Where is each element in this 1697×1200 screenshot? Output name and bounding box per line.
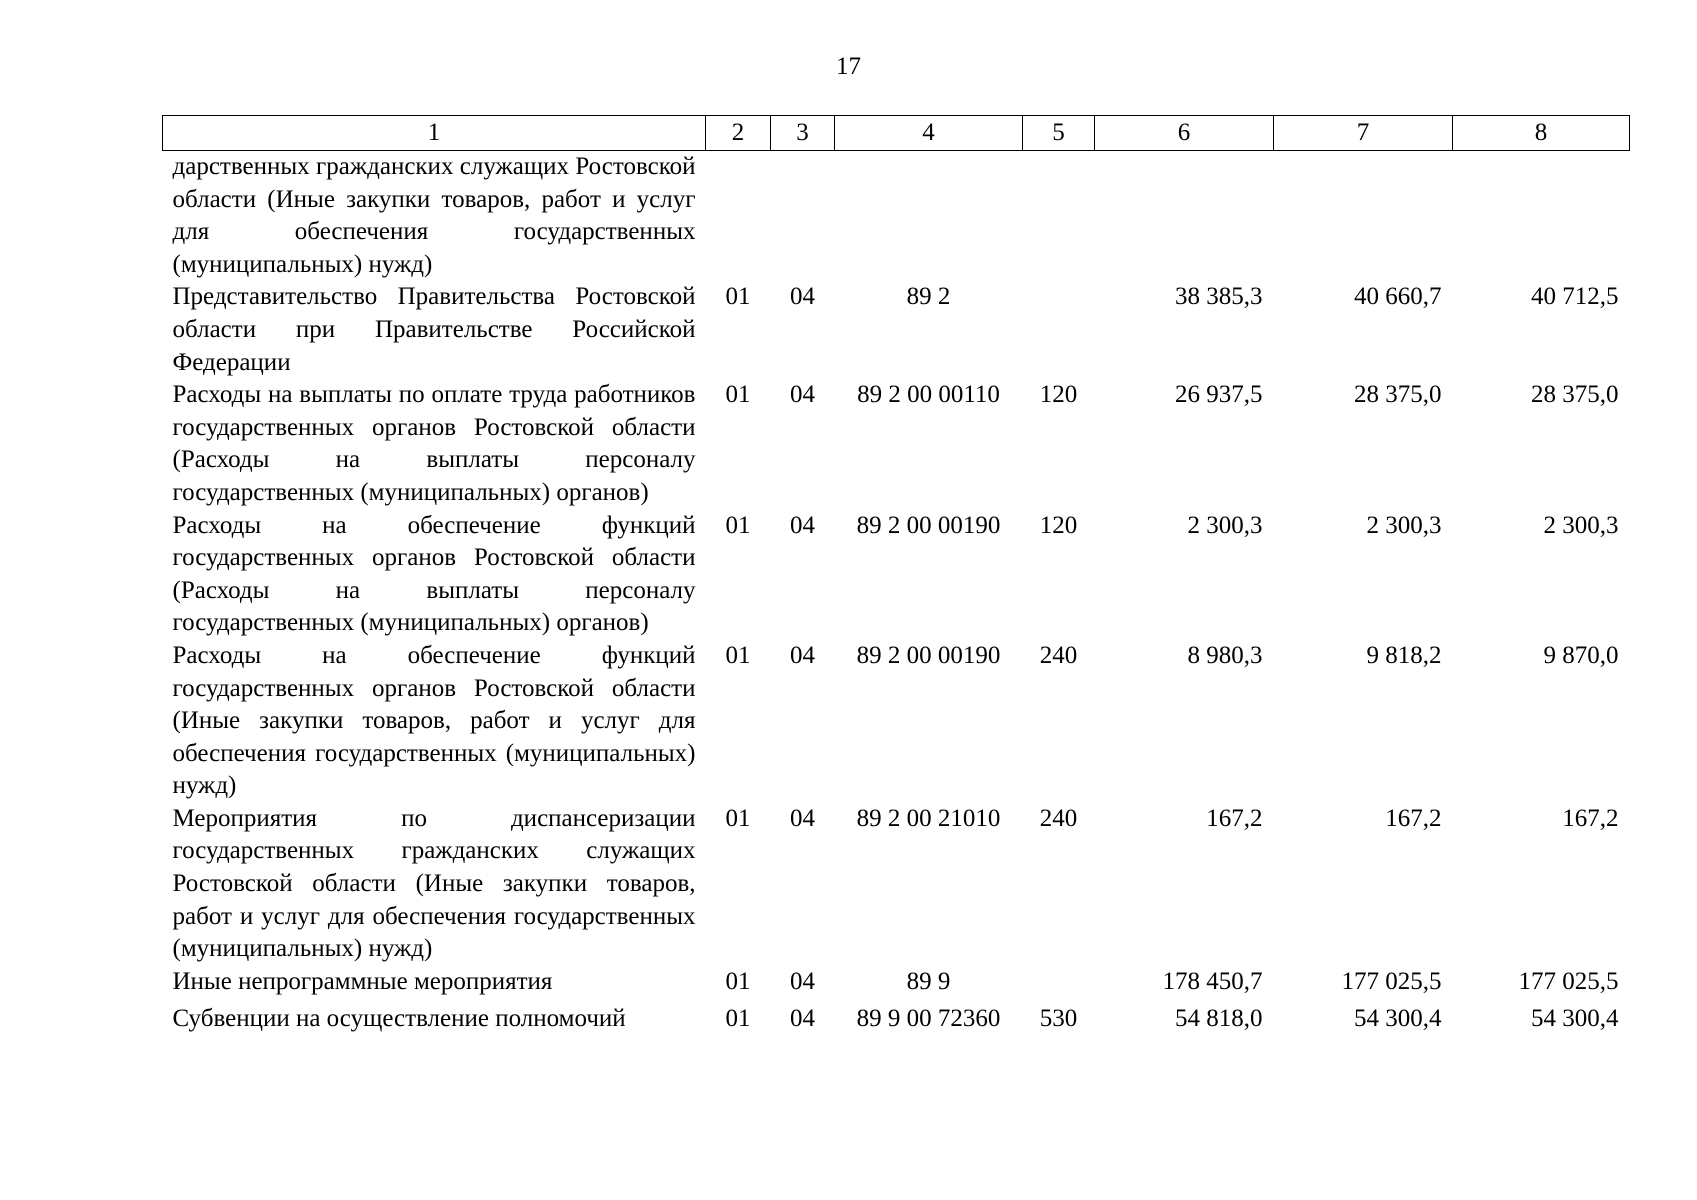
row-expense-type <box>1023 151 1095 282</box>
row-amount-col8 <box>1453 151 1630 282</box>
row-amount-col7: 40 660,7 <box>1354 283 1442 311</box>
row-amount-col8: 2 300,3 <box>1543 511 1619 539</box>
table-row <box>163 281 1630 379</box>
row-amount-col7: 2 300,3 <box>1366 511 1442 539</box>
header-row <box>163 116 1630 151</box>
table-row <box>163 510 1630 640</box>
row-section: 01 <box>725 283 751 311</box>
row-target-code <box>835 151 1023 282</box>
row-section: 01 <box>725 1005 751 1033</box>
header-col-7: 7 <box>1274 116 1453 151</box>
header-col-2: 2 <box>706 116 771 151</box>
row-amount-col7 <box>1274 151 1453 282</box>
row-amount-col6: 26 937,5 <box>1175 381 1263 409</box>
row-section: 01 <box>725 641 751 669</box>
row-expense-type <box>1023 966 1095 999</box>
row-amount-col7: 177 025,5 <box>1341 967 1442 995</box>
header-col-5: 5 <box>1023 116 1095 151</box>
header-col-4: 4 <box>835 116 1023 151</box>
row-amount-col7: 28 375,0 <box>1354 381 1442 409</box>
row-target-code: 89 9 00 72360 <box>856 1005 1001 1033</box>
row-amount-col8: 177 025,5 <box>1518 967 1619 995</box>
header-col-1: 1 <box>163 116 706 151</box>
row-amount-col6: 38 385,3 <box>1175 283 1263 311</box>
row-expense-type: 120 <box>1039 381 1078 409</box>
row-amount-col6: 54 818,0 <box>1175 1005 1263 1033</box>
row-expense-type: 240 <box>1039 804 1078 832</box>
row-section: 01 <box>725 511 751 539</box>
row-amount-col8: 54 300,4 <box>1531 1005 1619 1033</box>
header-col-8: 8 <box>1453 116 1630 151</box>
row-subsection: 04 <box>790 1005 815 1033</box>
row-section <box>706 151 771 282</box>
row-description: Расходы на выплаты по оплате труда работников государственных органов Ростовской области (Расходы на выплаты персоналу государственных (муниципальных) органов) <box>172 381 696 506</box>
row-description: Субвенции на осуществление полномочий <box>172 1005 626 1033</box>
table-row <box>163 998 1630 1036</box>
table-row <box>163 803 1630 966</box>
row-subsection: 04 <box>790 381 815 409</box>
row-description: Расходы на обеспечение функций государственных органов Ростовской области (Иные закупки товаров, работ и услуг для обеспечения государственных (муниципальных) нужд) <box>172 641 696 800</box>
row-amount-col6: 2 300,3 <box>1187 511 1263 539</box>
row-target-code: 89 2 00 00110 <box>857 381 1000 409</box>
row-section: 01 <box>725 381 751 409</box>
table-row <box>163 379 1630 509</box>
row-section: 01 <box>725 804 751 832</box>
row-expense-type: 240 <box>1039 641 1078 669</box>
row-description: Иные непрограммные мероприятия <box>172 967 553 995</box>
row-amount-col6: 178 450,7 <box>1162 967 1263 995</box>
row-description: Представительство Правительства Ростовской области при Правительстве Российской Федерации <box>172 283 696 376</box>
row-description: Расходы на обеспечение функций государственных органов Ростовской области (Расходы на выплаты персоналу государственных (муниципальных) органов) <box>172 511 696 637</box>
row-amount-col8: 28 375,0 <box>1531 381 1619 409</box>
header-col-3: 3 <box>771 116 835 151</box>
row-target-code: 89 2 00 00190 <box>856 511 1001 539</box>
table-body <box>163 151 1630 1037</box>
row-amount-col6: 8 980,3 <box>1187 641 1263 669</box>
row-expense-type: 120 <box>1039 511 1078 539</box>
row-target-code: 89 9 <box>906 967 951 995</box>
row-description: дарственных гражданских служащих Ростовской области (Иные закупки товаров, работ и услуг для обеспечения государственных (муниципальных) нужд) <box>172 153 696 278</box>
row-subsection: 04 <box>790 804 815 832</box>
row-amount-col8: 9 870,0 <box>1543 641 1619 669</box>
table-row <box>163 640 1630 803</box>
row-target-code: 89 2 00 21010 <box>856 804 1001 832</box>
row-subsection: 04 <box>790 967 815 995</box>
row-description: Мероприятия по диспансеризации государственных гражданских служащих Ростовской области (Иные закупки товаров, работ и услуг для обеспечения государственных (муниципальных) нужд) <box>172 804 696 963</box>
budget-table <box>162 115 1630 1036</box>
page-number: 17 <box>836 53 861 80</box>
row-target-code: 89 2 <box>906 283 951 311</box>
row-amount-col7: 167,2 <box>1385 804 1442 832</box>
row-subsection: 04 <box>790 641 815 669</box>
row-amount-col7: 54 300,4 <box>1354 1005 1442 1033</box>
row-expense-type: 530 <box>1039 1005 1078 1033</box>
row-subsection: 04 <box>790 511 815 539</box>
row-amount-col8: 167,2 <box>1562 804 1619 832</box>
row-amount-col8: 40 712,5 <box>1531 283 1619 311</box>
table-header <box>163 116 1630 151</box>
header-col-6: 6 <box>1095 116 1274 151</box>
row-target-code: 89 2 00 00190 <box>856 641 1001 669</box>
row-subsection <box>771 151 835 282</box>
row-expense-type <box>1023 281 1095 379</box>
row-amount-col7: 9 818,2 <box>1366 641 1442 669</box>
row-subsection: 04 <box>790 283 815 311</box>
row-amount-col6: 167,2 <box>1206 804 1263 832</box>
table-row <box>163 966 1630 999</box>
table-row <box>163 151 1630 282</box>
row-section: 01 <box>725 967 751 995</box>
row-amount-col6 <box>1095 151 1274 282</box>
